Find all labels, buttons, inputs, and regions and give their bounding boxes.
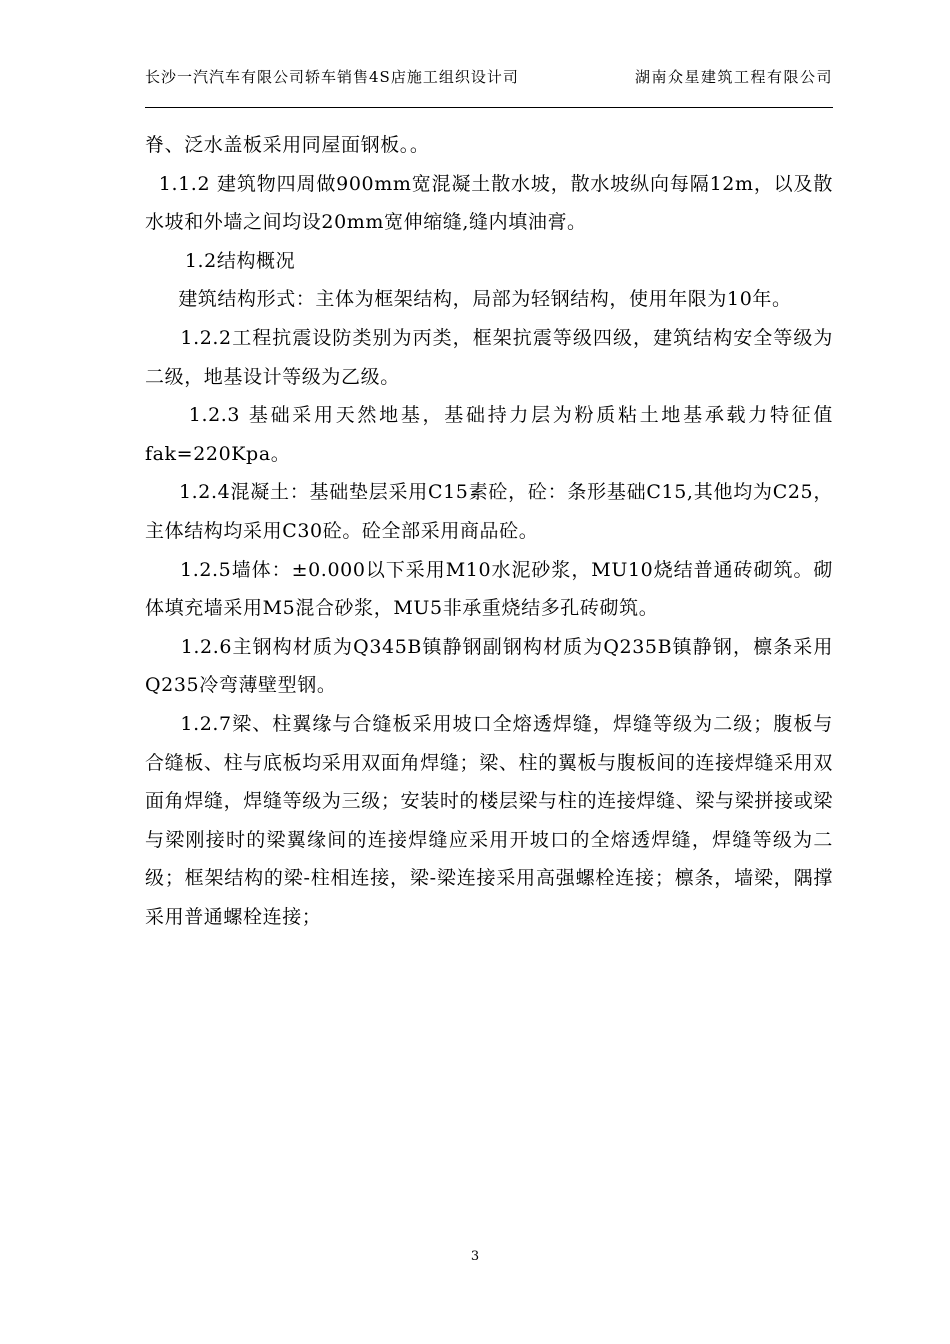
paragraph-1-2-4: 1.2.4混凝土：基础垫层采用C15素砼，砼：条形基础C15,其他均为C25，主体结构均采用C30砼。砼全部采用商品砼。 xyxy=(145,481,833,542)
paragraph-1-1-2: 1.1.2 建筑物四周做900mm宽混凝土散水坡，散水坡纵向每隔12m，以及散水坡和外墙之间均设20mm宽伸缩缝,缝内填油膏。 xyxy=(145,172,833,234)
paragraph-1-2-5: 1.2.5墙体：±0.000以下采用M10水泥砂浆，MU10烧结普通砖砌筑。砌体填充墙采用M5混合砂浆，MU5非承重烧结多孔砖砌筑。 xyxy=(145,558,833,620)
paragraph-1-2-3: 1.2.3 基础采用天然地基，基础持力层为粉质粘土地基承载力特征值fak=220Kpa。 xyxy=(145,404,833,465)
page-header xyxy=(145,68,833,108)
paragraph-roof-ridge: 脊、泛水盖板采用同屋面钢板。。 xyxy=(145,134,430,156)
header-company-name: 湖南众星建筑工程有限公司 xyxy=(634,68,833,86)
paragraph-1-2-6: 1.2.6主钢构材质为Q345B镇静钢副钢构材质为Q235B镇静钢，檩条采用Q235冷弯薄壁型钢。 xyxy=(145,635,833,697)
document-body xyxy=(145,126,833,936)
page-number: 3 xyxy=(470,1249,480,1264)
paragraph-1-2-2: 1.2.2工程抗震设防类别为丙类，框架抗震等级四级，建筑结构安全等级为二级，地基设计等级为乙级。 xyxy=(145,326,833,388)
header-divider xyxy=(145,107,833,108)
paragraph-1-2-7: 1.2.7梁、柱翼缘与合缝板采用坡口全熔透焊缝，焊缝等级为二级；腹板与合缝板、柱与底板均采用双面角焊缝；梁、柱的翼板与腹板间的连接焊缝采用双面角焊缝，焊缝等级为三级；安装时的楼层梁与柱的连接焊缝、梁与梁拼接或梁与梁刚接时的梁翼缘间的连接焊缝应采用开坡口的全熔透焊缝，焊缝等级为二级；框架结构的梁-柱相连接，梁-梁连接采用高强螺栓连接；檩条，墙梁，隅撑采用普通螺栓连接； xyxy=(145,712,833,928)
section-heading-1-2: 1.2结构概况 xyxy=(145,249,296,272)
paragraph-structure-form: 建筑结构形式：主体为框架结构，局部为轻钢结构，使用年限为10年。 xyxy=(145,288,792,311)
header-document-title: 长沙一汽汽车有限公司轿车销售4S店施工组织设计司 xyxy=(145,68,519,86)
